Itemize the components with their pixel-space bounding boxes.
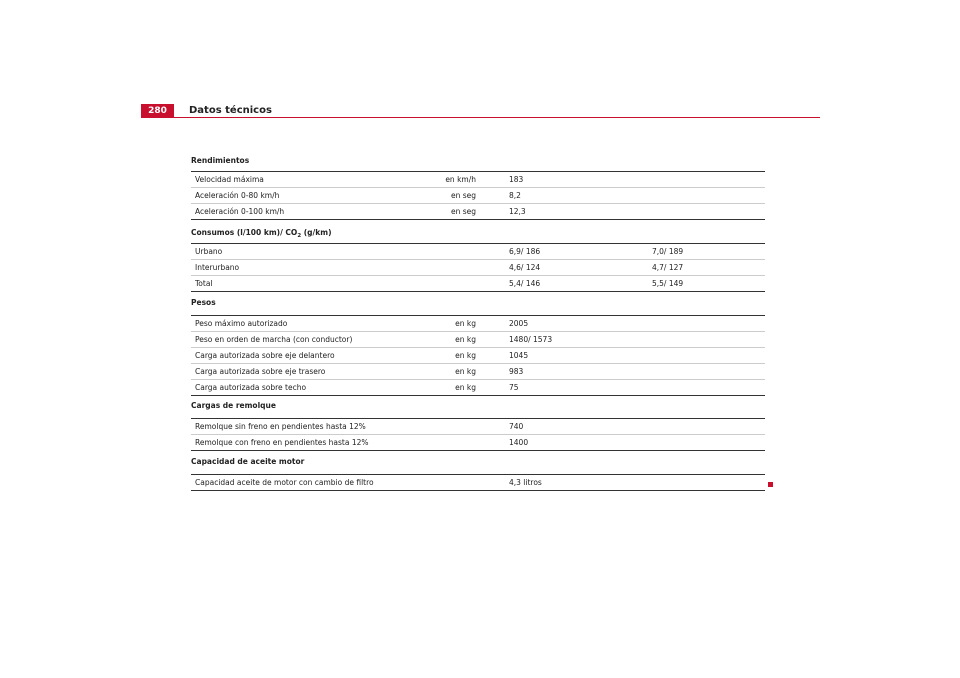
row-label: Carga autorizada sobre eje trasero [195, 367, 326, 376]
row-label: Carga autorizada sobre eje delantero [195, 351, 335, 360]
row-unit: en km/h [445, 175, 476, 184]
page-title: Datos técnicos [189, 105, 272, 116]
section-title-remolque: Cargas de remolque [191, 401, 276, 410]
row-unit: en kg [455, 319, 476, 328]
table-row [191, 419, 765, 434]
row-label: Peso en orden de marcha (con conductor) [195, 335, 353, 344]
row-value: 183 [509, 175, 524, 184]
section-title-consumos [191, 228, 332, 241]
row-unit: en kg [455, 351, 476, 360]
table-aceite [191, 474, 765, 491]
row-label: Urbano [195, 247, 223, 256]
row-value: 1045 [509, 351, 529, 360]
table-row [191, 331, 765, 347]
section-end-marker [768, 482, 773, 487]
row-value: 6,9/ 186 [509, 247, 541, 256]
page-number: 280 [141, 104, 174, 118]
row-label: Interurbano [195, 263, 240, 272]
row-value: 4,3 litros [509, 478, 542, 487]
table-row [191, 275, 765, 291]
table-consumos [191, 243, 765, 292]
table-row [191, 347, 765, 363]
consumos-title-main: Consumos (l/100 km)/ CO [191, 228, 298, 237]
table-remolque [191, 418, 765, 451]
row-value-2: 5,5/ 149 [652, 279, 684, 288]
table-row [191, 172, 765, 187]
table-row [191, 475, 765, 490]
header-divider [174, 117, 820, 118]
table-pesos [191, 315, 765, 396]
row-label: Capacidad aceite de motor con cambio de filtro [195, 478, 374, 487]
table-row [191, 316, 765, 331]
consumos-title-subscript: 2 [297, 233, 302, 239]
table-rendimientos [191, 171, 765, 220]
row-value-2: 7,0/ 189 [652, 247, 684, 256]
row-value: 4,6/ 124 [509, 263, 541, 272]
row-value: 983 [509, 367, 524, 376]
section-title-aceite: Capacidad de aceite motor [191, 457, 305, 466]
row-label: Aceleración 0-100 km/h [195, 207, 285, 216]
table-row [191, 244, 765, 259]
row-unit: en kg [455, 335, 476, 344]
table-row [191, 363, 765, 379]
row-value: 740 [509, 422, 524, 431]
row-unit: en seg [450, 207, 476, 216]
table-row [191, 434, 765, 450]
row-label: Remolque con freno en pendientes hasta 12% [195, 438, 369, 447]
row-value: 75 [509, 383, 519, 392]
section-title-rendimientos: Rendimientos [191, 156, 250, 165]
row-value: 5,4/ 146 [509, 279, 541, 288]
row-unit: en seg [450, 191, 476, 200]
row-label: Velocidad máxima [195, 175, 264, 184]
table-row [191, 259, 765, 275]
row-value-2: 4,7/ 127 [652, 263, 684, 272]
row-unit: en kg [455, 383, 476, 392]
consumos-title-suffix: (g/km) [301, 228, 332, 237]
row-label: Carga autorizada sobre techo [195, 383, 307, 392]
row-value: 1400 [509, 438, 529, 447]
row-label: Remolque sin freno en pendientes hasta 12% [195, 422, 366, 431]
row-label: Total [195, 279, 213, 288]
row-value: 8,2 [509, 191, 521, 200]
row-label: Aceleración 0-80 km/h [195, 191, 280, 200]
row-value: 1480/ 1573 [509, 335, 553, 344]
row-label: Peso máximo autorizado [195, 319, 288, 328]
table-row [191, 203, 765, 219]
table-row [191, 187, 765, 203]
row-value: 12,3 [509, 207, 526, 216]
row-unit: en kg [455, 367, 476, 376]
section-title-pesos: Pesos [191, 298, 216, 307]
table-row [191, 379, 765, 395]
row-value: 2005 [509, 319, 529, 328]
